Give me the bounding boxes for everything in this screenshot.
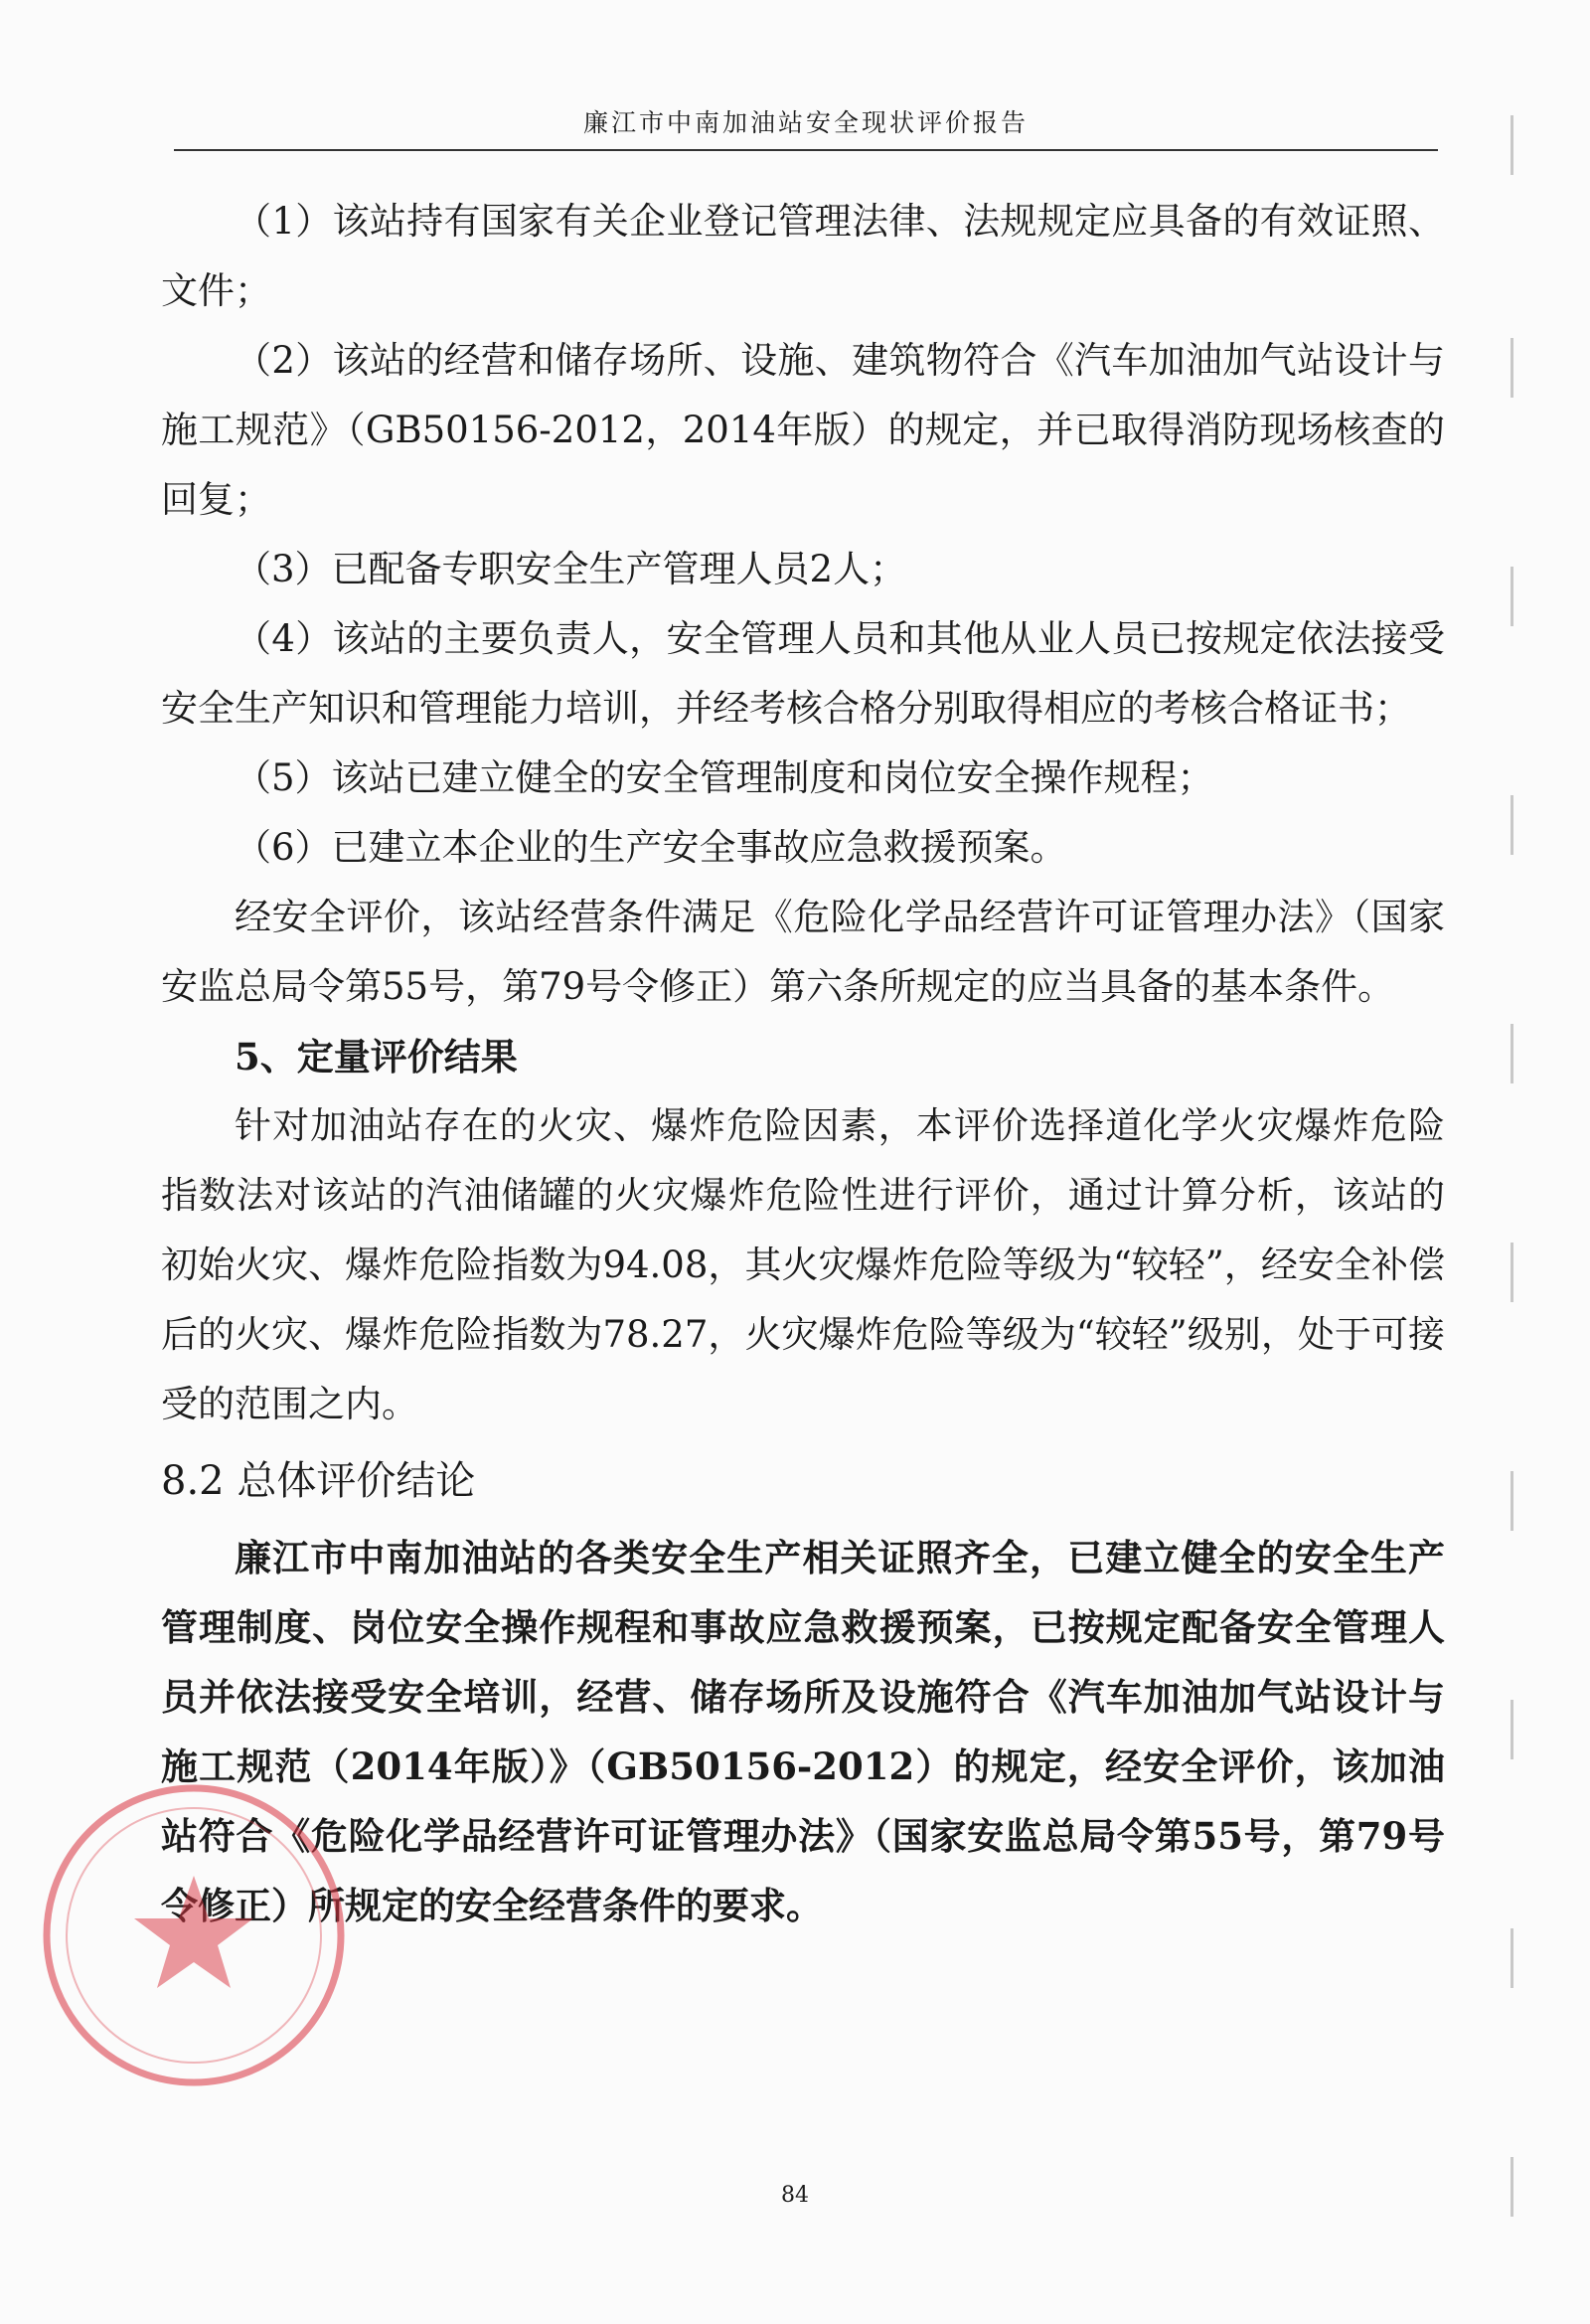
scan-edge-mark <box>1510 1243 1517 1302</box>
requirement-item-1: （1）该站持有国家有关企业登记管理法律、法规规定应具备的有效证照、文件； <box>161 200 1445 312</box>
overall-conclusion-text: 廉江市中南加油站的各类安全生产相关证照齐全，已建立健全的安全生产管理制度、岗位安全操作规程和事故应急救援预案，已按规定配备安全管理人员并依法接受安全培训，经营、储存场所及设施符合《汽车加油加气站设计与施工规范（2014年版）》（GB50156-2012）的规定，经安全评价，该加油站符合《危险化学品经营许可证管理办法》（国家安监总局令第55号，第79号令修正）所规定的安全经营条件的要求。 <box>161 1536 1445 1927</box>
scan-edge-mark <box>1510 1024 1517 1083</box>
qualitative-conclusion: 经安全评价，该站经营条件满足《危险化学品经营许可证管理办法》（国家安监总局令第55号，第79号令修正）第六条所规定的应当具备的基本条件。 <box>161 896 1445 1008</box>
requirement-item-3: （3）已配备专职安全生产管理人员2人； <box>235 548 907 590</box>
scan-edge-mark <box>1510 115 1517 175</box>
page-header: 廉江市中南加油站安全现状评价报告 <box>582 108 1029 137</box>
scan-edge-mark <box>1510 1928 1517 1988</box>
requirement-item-4: （4）该站的主要负责人，安全管理人员和其他从业人员已按规定依法接受安全生产知识和管理能力培训，并经考核合格分别取得相应的考核合格证书； <box>161 617 1445 730</box>
seal-star-icon <box>134 1876 253 1988</box>
scan-edge-mark <box>1510 567 1517 626</box>
scan-edge-mark <box>1510 338 1517 398</box>
quantitative-text: 针对加油站存在的火灾、爆炸危险因素，本评价选择道化学火灾爆炸危险指数法对该站的汽油储罐的火灾爆炸危险性进行评价，通过计算分析，该站的初始火灾、爆炸危险指数为94.08，其火灾爆炸危险等级为“较轻”，经安全补偿后的火灾、爆炸危险指数为78.27，火灾爆炸危险等级为“较轻”级别，处于可接受的范围之内。 <box>161 1104 1445 1425</box>
quantitative-heading: 5、定量评价结果 <box>235 1035 518 1079</box>
requirement-item-6: （6）已建立本企业的生产安全事故应急救援预案。 <box>235 826 1067 869</box>
document-body <box>161 187 1445 1940</box>
requirement-item-5: （5）该站已建立健全的安全管理制度和岗位安全操作规程； <box>235 756 1214 799</box>
page-number: 84 <box>781 2183 809 2208</box>
scan-edge-mark <box>1510 1471 1517 1531</box>
scan-edge-mark <box>1510 1700 1517 1759</box>
requirement-item-2: （2）该站的经营和储存场所、设施、建筑物符合《汽车加油加气站设计与施工规范》（GB50156-2012，2014年版）的规定，并已取得消防现场核查的回复； <box>161 339 1445 521</box>
scan-edge-mark <box>1510 795 1517 855</box>
company-seal-stamp <box>30 1771 358 2099</box>
header-rule <box>174 149 1438 151</box>
section-title: 8.2 总体评价结论 <box>161 1458 476 1504</box>
